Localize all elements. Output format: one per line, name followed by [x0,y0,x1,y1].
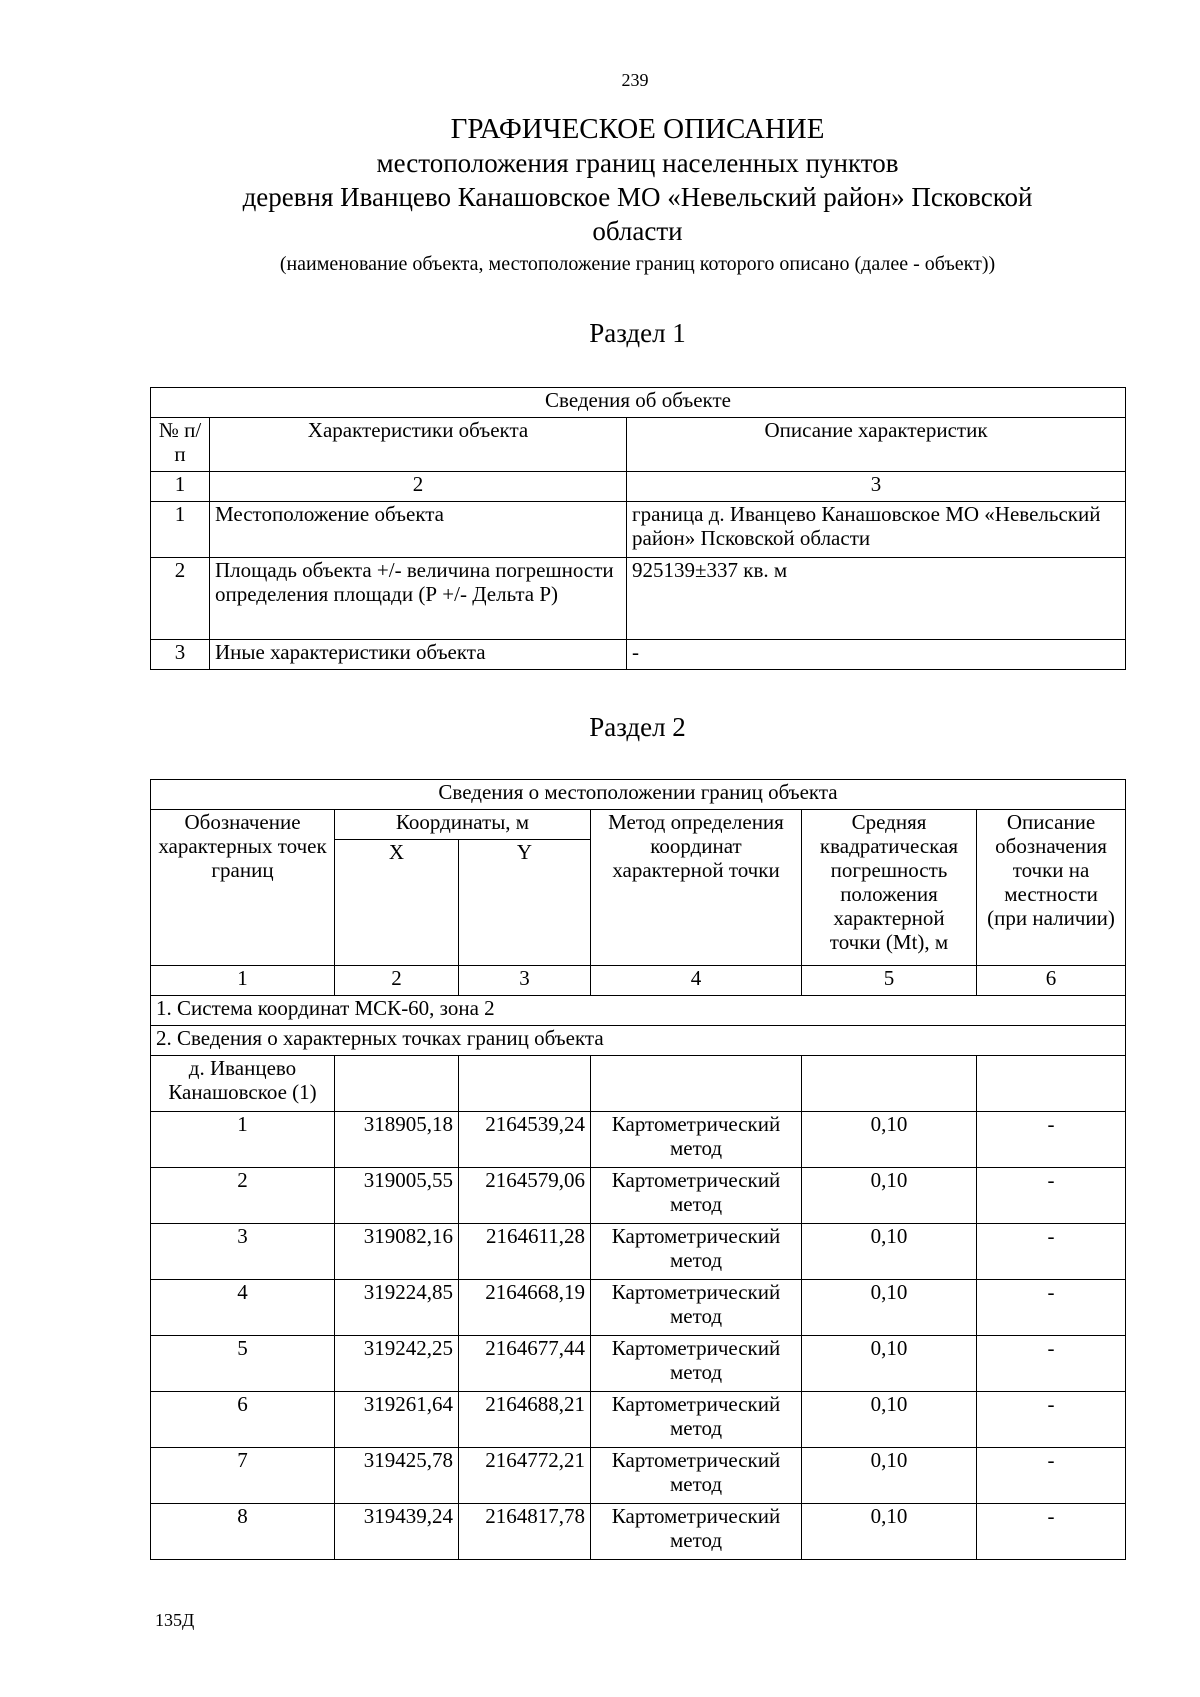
mean-error: 0,10 [802,1112,977,1168]
table-row [151,640,1126,670]
table-row [151,1448,1126,1504]
column-header: Характеристики объекта [210,418,627,472]
column-number: 1 [151,472,210,502]
y-coordinate: 2164817,78 [459,1504,591,1560]
section-1-title: Раздел 1 [589,318,686,348]
point-description: - [977,1504,1126,1560]
point-id: 4 [151,1280,335,1336]
column-header: Описание обозначения точки на местности (при наличии) [977,810,1126,966]
point-id: 1 [151,1112,335,1168]
method: Картометрический метод [591,1336,802,1392]
point-id: 7 [151,1448,335,1504]
method: Картометрический метод [591,1280,802,1336]
method: Картометрический метод [591,1168,802,1224]
subtitle-line: деревня Иванцево Канашовское МО «Невельский район» Псковской [242,182,1033,212]
point-id: 5 [151,1336,335,1392]
table-row [151,1336,1126,1392]
y-coordinate: 2164677,44 [459,1336,591,1392]
table-row [151,1280,1126,1336]
column-header: Y [459,840,591,966]
point-description: - [977,1280,1126,1336]
point-id: 2 [151,1168,335,1224]
y-coordinate: 2164688,21 [459,1392,591,1448]
point-description: - [977,1392,1126,1448]
mean-error: 0,10 [802,1504,977,1560]
table-row [151,502,1126,558]
column-number: 6 [977,966,1126,996]
table-row [151,1112,1126,1168]
point-description: - [977,1224,1126,1280]
mean-error: 0,10 [802,1448,977,1504]
column-number: 4 [591,966,802,996]
column-header: № п/п [151,418,210,472]
column-number: 3 [459,966,591,996]
document-title: ГРАФИЧЕСКОЕ ОПИСАНИЕ [450,113,825,145]
column-header: Координаты, м [335,810,591,840]
subtitle-line: области [592,216,683,246]
table-caption: Сведения об объекте [151,388,1126,418]
y-coordinate: 2164772,21 [459,1448,591,1504]
row-number: 1 [151,502,210,558]
y-coordinate: 2164668,19 [459,1280,591,1336]
method: Картометрический метод [591,1448,802,1504]
column-header: Описание характеристик [627,418,1126,472]
column-number: 3 [627,472,1126,502]
boundary-points-table [150,779,1126,1560]
characteristic-value: граница д. Иванцево Канашовское МО «Невельский район» Псковской области [627,502,1126,558]
characteristic-name: Местоположение объекта [210,502,627,558]
method: Картометрический метод [591,1392,802,1448]
x-coordinate: 319224,85 [335,1280,459,1336]
table-row [151,1504,1126,1560]
points-section-row: 2. Сведения о характерных точках границ объекта [151,1026,1126,1056]
table-row [151,1392,1126,1448]
document-header [150,112,1125,278]
footer-code: 135Д [155,1610,195,1630]
points-body [151,1112,1126,1560]
characteristic-name: Площадь объекта +/- величина погрешности определения площади (Р +/- Дельта Р) [210,558,627,640]
table-row [151,558,1126,640]
point-description: - [977,1112,1126,1168]
characteristic-name: Иные характеристики объекта [210,640,627,670]
x-coordinate: 319242,25 [335,1336,459,1392]
group-row [151,1056,1126,1112]
mean-error: 0,10 [802,1336,977,1392]
point-description: - [977,1168,1126,1224]
column-header: X [335,840,459,966]
y-coordinate: 2164611,28 [459,1224,591,1280]
column-number: 1 [151,966,335,996]
page-number: 239 [621,70,649,90]
x-coordinate: 319005,55 [335,1168,459,1224]
mean-error: 0,10 [802,1224,977,1280]
x-coordinate: 319082,16 [335,1224,459,1280]
y-coordinate: 2164579,06 [459,1168,591,1224]
row-number: 2 [151,558,210,640]
coordinate-system-row: 1. Система координат МСК-60, зона 2 [151,996,1126,1026]
column-header: Обозначение характерных точек границ [151,810,335,966]
x-coordinate: 318905,18 [335,1112,459,1168]
x-coordinate: 319261,64 [335,1392,459,1448]
method: Картометрический метод [591,1112,802,1168]
row-number: 3 [151,640,210,670]
column-header: Метод определения координат характерной точки [591,810,802,966]
subtitle-line: местоположения границ населенных пунктов [376,148,899,178]
group-label: д. Иванцево Канашовское (1) [151,1056,335,1112]
point-id: 6 [151,1392,335,1448]
table-row [151,1224,1126,1280]
point-description: - [977,1336,1126,1392]
characteristic-value: 925139±337 кв. м [627,558,1126,640]
method: Картометрический метод [591,1224,802,1280]
x-coordinate: 319425,78 [335,1448,459,1504]
point-description: - [977,1448,1126,1504]
table-caption: Сведения о местоположении границ объекта [151,780,1126,810]
object-info-table [150,387,1126,670]
subtitle-hint: (наименование объекта, местоположение границ которого описано (далее - объект)) [279,253,996,275]
table-row [151,1168,1126,1224]
method: Картометрический метод [591,1504,802,1560]
characteristic-value: - [627,640,1126,670]
section-2-title: Раздел 2 [589,712,686,742]
point-id: 3 [151,1224,335,1280]
column-number: 5 [802,966,977,996]
point-id: 8 [151,1504,335,1560]
column-number: 2 [210,472,627,502]
column-header: Средняя квадратическая погрешность положения характерной точки (Mt), м [802,810,977,966]
x-coordinate: 319439,24 [335,1504,459,1560]
mean-error: 0,10 [802,1168,977,1224]
mean-error: 0,10 [802,1280,977,1336]
y-coordinate: 2164539,24 [459,1112,591,1168]
mean-error: 0,10 [802,1392,977,1448]
column-number: 2 [335,966,459,996]
